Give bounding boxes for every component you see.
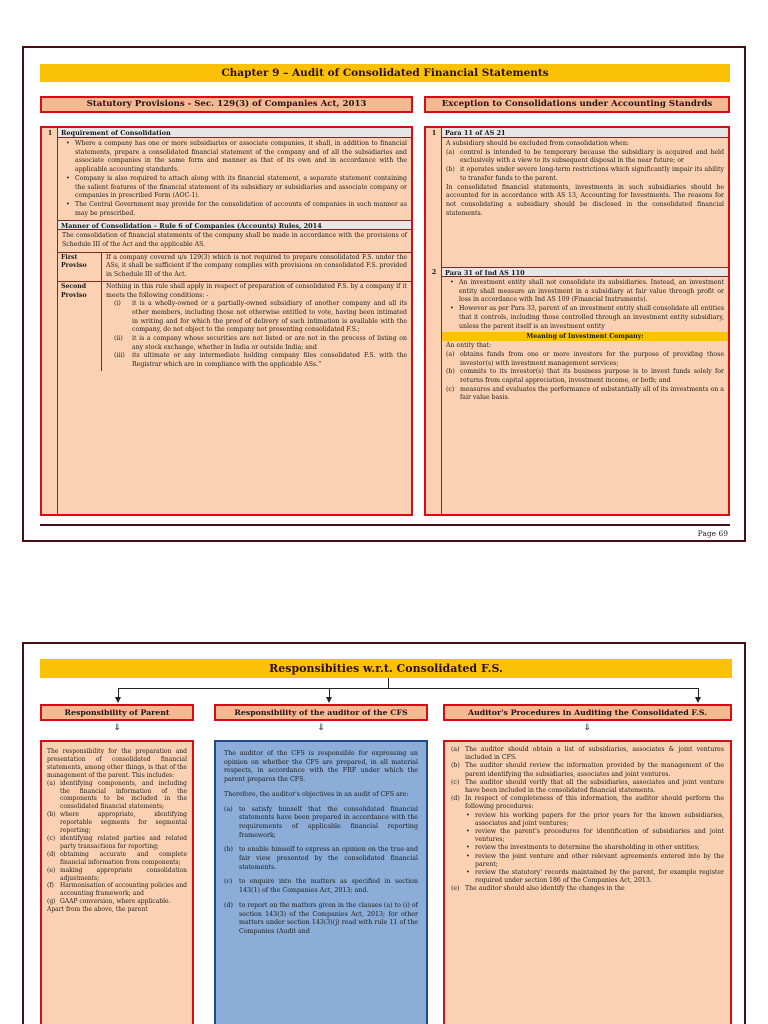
- item-text: obtaining accurate and complete financial information from components;: [60, 850, 187, 866]
- item-text: it is a company whose securities are not listed or are not in the process of listing on any stock exchange, whether in India or outside India; and: [132, 335, 407, 351]
- connector-line: [118, 688, 698, 689]
- item-number: (b): [446, 166, 455, 174]
- parent-responsibility-header: Responsibility of Parent: [40, 704, 194, 721]
- item-number: (a): [446, 350, 455, 358]
- list-item: • review the parent's procedures for identification of subsidiaries and joint ventures;: [465, 828, 724, 844]
- item-number: (c): [224, 878, 233, 886]
- requirement-list: [62, 140, 407, 218]
- second-proviso: [58, 281, 411, 371]
- item-text: The auditor should obtain a list of subsidiaries, associates & joint ventures included in CFS.: [465, 746, 724, 762]
- list-item: [451, 885, 724, 893]
- item-text: The auditor should verify that all the subsidiaries, associates and joint venture have been included in the consolidated financial statements.: [465, 778, 724, 795]
- statutory-body: [58, 128, 411, 371]
- auditor-para-2: Therefore, the auditor's objectives in an audit of CFS are:: [224, 790, 409, 798]
- second-proviso-body: [102, 282, 411, 371]
- item-text: where appropriate, identifying reportable segments for segmental reporting;: [60, 811, 187, 835]
- list-item: [47, 835, 187, 851]
- number-column: [426, 128, 442, 514]
- list-item: [446, 351, 724, 368]
- number-column: [42, 128, 58, 514]
- arrow-down-icon: [695, 697, 701, 703]
- item-text: GAAP conversion, where applicable.: [60, 898, 171, 906]
- list-item: [106, 335, 407, 352]
- para31-body: [442, 277, 728, 405]
- list-item: • review the joint venture and other relevant agreements entered into by the parent;: [465, 853, 724, 869]
- item-text: identifying related parties and related party transactions for reporting;: [60, 834, 187, 850]
- list-item: • Company is also required to attach along with its financial statement, a separate statement containing the salient features of the financial statement of its subsidiary or subsidiaries and associate company or companies in prescribed Form (AOC-1).: [62, 175, 407, 201]
- item-text: to report on the matters given in the clauses (a) to (i) of section 143(3) of the Companies Act, 2013; for other matters under section 143(3)(j) read with rule 11 of the Companies (Audit and: [239, 901, 418, 935]
- list-item: [106, 352, 407, 369]
- first-proviso-label: First Proviso: [58, 253, 102, 281]
- list-item: [224, 846, 418, 872]
- item-number: (b): [446, 368, 455, 376]
- para11-intro: A subsidiary should be excluded from consolidation when:: [446, 140, 629, 147]
- item-number: (e): [451, 885, 460, 893]
- item-text: control is intended to be temporary because the subsidiary is acquired and held exclusively with a view to its subsequent disposal in the near future; or: [460, 148, 724, 165]
- item-number: (iii): [114, 352, 125, 360]
- item-number: (c): [451, 778, 460, 786]
- auditor-responsibility-box: [214, 740, 428, 1024]
- item-number: (d): [224, 901, 233, 909]
- second-proviso-label: Second Proviso: [58, 282, 102, 371]
- item-number: (a): [451, 746, 460, 753]
- statutory-provisions-header: Statutory Provisions - Sec. 129(3) of Companies Act, 2013: [40, 96, 413, 113]
- list-item: • The Central Government may provide for the consolidation of accounts of companies in such manner as may be prescribed.: [62, 201, 407, 218]
- exception-panel: [424, 126, 730, 516]
- parent-responsibility-box: [40, 740, 194, 1024]
- item-text: identifying components, and including the financial information of the components to be included in the consolidated financial statements;: [60, 779, 187, 811]
- completeness-procedures-list: [451, 812, 724, 886]
- para11-body: [442, 138, 728, 267]
- item-text: measures and evaluates the performance of substantially all of its investments on a fair value basis.: [460, 385, 724, 402]
- connector-line: [329, 688, 330, 697]
- auditor-para-1: The auditor of the CFS is responsible for expressing an opinion on whether the CFS are prepared, in all material respects, in accordance with the FRF under which the parent prepares the CFS.: [224, 750, 418, 784]
- auditor-procedures-box: [443, 740, 732, 1024]
- item-text: making appropriate consolidation adjustments;: [60, 866, 187, 882]
- list-item: [224, 878, 418, 895]
- manner-intro: The consolidation of financial statements of the company shall be made in accordance with the provisions of Schedule III of the Act and the applicable AS.: [62, 232, 407, 249]
- para11-outro: In consolidated financial statements, investments in such subsidiaries should be accounted for in accordance with AS 13, Accounting for Investments. The reasons for not consolidating a subsidiary should be disclosed in the consolidated financial statements.: [446, 183, 724, 217]
- item-text: to enquire into the matters as specified in section 143(1) of the Companies Act, 2013; and.: [239, 878, 418, 895]
- list-item: [446, 368, 724, 385]
- item-number: (e): [47, 866, 56, 874]
- item-text: commits to its investor(s) that its business purpose is to invest funds solely for returns from capital appreciation, investment income, or both; and: [460, 368, 724, 385]
- page-69: [22, 46, 746, 542]
- item-number: (c): [446, 385, 455, 393]
- auditor-procedures-header: Auditor's Procedures in Auditing the Consolidated F.S.: [443, 704, 732, 721]
- list-item: [224, 806, 418, 841]
- list-item: • An investment entity shall not consolidate its subsidiaries. Instead, an investment entity shall measure an investment in a subsidiary at fair value through profit or loss in accordance with Ind AS 109 (Financial Instruments).: [446, 279, 724, 305]
- responsibilities-title: Responsibities w.r.t. Consolidated F.S.: [40, 659, 732, 678]
- item-number: (b): [47, 811, 56, 819]
- list-item: • However as per Para 33, parent of an investment entity shall consolidate all entities that it controls, including those controlled through an investment entity subsidiary, unless the parent itself is an investment entity: [446, 305, 724, 331]
- item-number: (c): [47, 834, 56, 842]
- item-text: to enable himself to express an opinion on the true and fair view presented by the consolidated financial statements.: [239, 846, 418, 871]
- list-item: [451, 746, 724, 762]
- item-text: it operates under severe long-term restrictions which significantly impair its ability to transfer funds to the parent.: [460, 166, 724, 182]
- list-item: • review the investments to determine the shareholding in other entities;: [465, 844, 724, 852]
- list-item: [47, 811, 187, 835]
- manner-heading: Manner of Consolidation – Rule 6 of Companies (Accounts) Rules, 2014: [58, 220, 411, 230]
- list-item: [47, 882, 187, 898]
- item-number: (d): [451, 795, 460, 803]
- footer-rule: [40, 524, 730, 526]
- item-number: (b): [224, 846, 233, 854]
- item-text: In respect of completeness of this information, the auditor should perform the following procedures:: [465, 795, 724, 811]
- list-item: [451, 762, 724, 778]
- list-item: [47, 898, 187, 906]
- connector-line: [388, 678, 389, 688]
- chapter-title: Chapter 9 – Audit of Consolidated Financial Statements: [40, 64, 730, 82]
- parent-intro: The responsibility for the preparation and presentation of consolidated financial statements, among other things, is that of the management of the parent. This includes:: [47, 748, 187, 779]
- item-number: (b): [451, 762, 460, 770]
- list-item: • review his working papers for the prior years for the known subsidiaries, associates and joint ventures;: [465, 812, 724, 828]
- list-item: [47, 780, 187, 812]
- item-number: (g): [47, 898, 56, 906]
- para31-list: [446, 279, 724, 331]
- first-proviso-text: If a company covered u/s 129(3) which is not required to prepare consolidated F.S. under the ASs, it shall be sufficient if the company complies with provisions on consolidated F.S. provided in Schedule III of the Act.: [106, 253, 407, 279]
- item-number: (ii): [114, 335, 123, 343]
- item-number: (a): [446, 148, 455, 156]
- second-proviso-intro: Nothing in this rule shall apply in respect of preparation of consolidated F.S. by a company if it meets the following conditions: -: [106, 282, 407, 299]
- arrow-down-icon: [115, 697, 121, 703]
- item-text: its ultimate or any intermediate holding company files consolidated F.S. with the Registrar which are in compliance with the applicable ASs.”: [132, 352, 407, 369]
- section-number: 2: [431, 268, 437, 276]
- requirement-heading: Requirement of Consolidation: [58, 128, 411, 138]
- list-item: [47, 867, 187, 883]
- list-item: [451, 795, 724, 811]
- section-number: 1: [47, 129, 53, 137]
- item-number: (d): [47, 850, 56, 858]
- list-item: [446, 386, 724, 403]
- item-number: (a): [47, 779, 56, 787]
- list-item: • review the statutory' records maintained by the parent, for example register required under section 186 of the Companies Act, 2013.: [465, 869, 724, 885]
- arrow-down-icon: [326, 697, 332, 703]
- item-number: (i): [114, 300, 121, 308]
- list-item: [224, 902, 418, 937]
- meaning-heading: Meaning of Investment Company:: [442, 332, 728, 341]
- list-item: [446, 166, 724, 183]
- item-number: (f): [47, 882, 54, 890]
- exception-body: [442, 128, 728, 405]
- para11-heading: Para 11 of AS 21: [442, 128, 728, 138]
- list-item: [451, 779, 724, 795]
- item-number: (a): [224, 805, 233, 813]
- list-item: [47, 851, 187, 867]
- item-text: The auditor should review the information provided by the management of the parent identifying the subsidiaries, associates and joint ventures.: [465, 762, 724, 778]
- list-item: • Where a company has one or more subsidiaries or associate companies, it shall, in addition to financial statements, prepare a consolidated financial statement of the company and of all the subsidiaries and associate companies in the same form and manner as that of its own and in accordance with the applicable accounting standards.: [62, 140, 407, 175]
- connector-line: [698, 688, 699, 697]
- item-text: to satisfy himself that the consolidated financial statements have been prepared in accordance with the requirements of applicable financial reporting framework;: [239, 805, 418, 839]
- requirement-body: [58, 138, 411, 220]
- item-text: Harmonisation of accounting policies and accounting framework; and: [60, 882, 187, 898]
- para31-heading: Para 31 of Ind AS 110: [442, 267, 728, 277]
- auditor-responsibility-header: Responsibility of the auditor of the CFS: [214, 704, 428, 721]
- double-arrow-down-icon: ⇓: [583, 723, 591, 733]
- meaning-intro: An entity that:: [446, 342, 492, 350]
- list-item: [446, 149, 724, 166]
- list-item: [106, 300, 407, 335]
- connector-line: [118, 688, 119, 697]
- page-number: Page 69: [697, 529, 728, 538]
- double-arrow-down-icon: ⇓: [317, 723, 325, 733]
- double-arrow-down-icon: ⇓: [113, 723, 121, 733]
- section-number: 1: [431, 129, 437, 137]
- item-text: obtains funds from one or more investors for the purpose of providing those investor(s) with investment management services;: [460, 350, 724, 367]
- statutory-provisions-panel: [40, 126, 413, 516]
- exception-header: Exception to Consolidations under Accounting Standrds: [424, 96, 730, 113]
- item-text: The auditor should also identify the changes in the: [465, 885, 625, 893]
- page-70: [22, 642, 746, 1024]
- item-text: it is a wholly-owned or a partially-owned subsidiary of another company and all its other members, including those not otherwise entitled to vote, having been intimated in writing and for which the proof of delivery of such intimation is available with the company, do not object to the company not presenting consolidated F.S.;: [132, 300, 407, 334]
- first-proviso: [58, 252, 411, 281]
- parent-outro: Apart from the above, the parent: [47, 906, 148, 914]
